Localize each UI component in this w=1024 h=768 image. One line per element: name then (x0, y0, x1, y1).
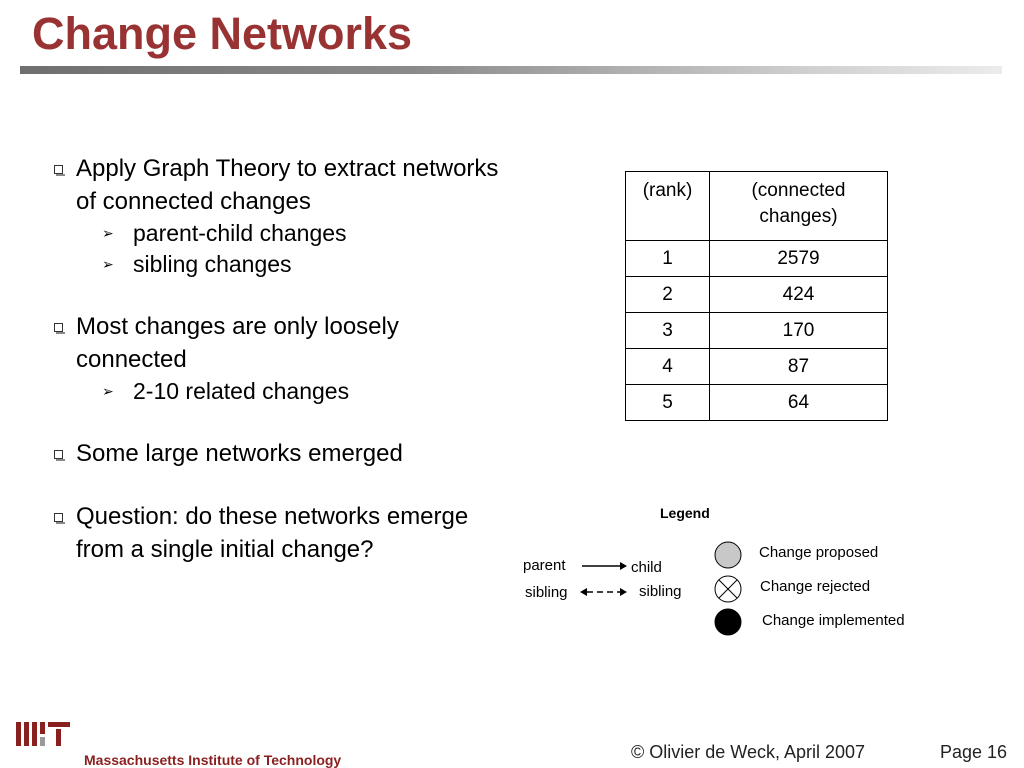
checkbox-bullet-icon (54, 450, 63, 459)
table-cell-rank: 5 (626, 385, 710, 421)
table-cell-rank: 1 (626, 241, 710, 277)
table-cell-rank: 2 (626, 277, 710, 313)
table-row (626, 313, 888, 349)
rejected-crossed-circle-icon (713, 574, 743, 604)
legend-title: Legend (660, 505, 710, 521)
table-row (626, 277, 888, 313)
table-row (626, 385, 888, 421)
sub-bullet-text: sibling changes (133, 251, 292, 277)
bullet-item (52, 152, 512, 218)
slide-title: Change Networks (32, 8, 413, 59)
table-cell-rank: 4 (626, 349, 710, 385)
table-header-connected: (connected changes) (710, 172, 888, 241)
double-arrow-dashed-icon (579, 585, 629, 599)
bullet-text: Question: do these networks emerge from a single initial change? (76, 503, 469, 563)
institution-name: Massachusetts Institute of Technology (84, 752, 342, 768)
legend-item-implemented: Change implemented (762, 612, 905, 629)
table-row (626, 349, 888, 385)
mit-logo-icon (16, 720, 72, 750)
checkbox-bullet-icon (54, 513, 63, 522)
table-header-row (626, 172, 888, 241)
table-cell-count: 87 (710, 349, 888, 385)
legend-sibling-left-label: sibling (525, 584, 568, 601)
footer-credit: © Olivier de Weck, April 2007 (631, 742, 866, 762)
arrow-bullet-icon: ➢ (102, 383, 114, 399)
page-number: Page 16 (940, 742, 1008, 762)
sub-bullet-item (52, 376, 512, 407)
bullet-text: Most changes are only loosely connected (76, 313, 399, 373)
legend-child-label: child (631, 559, 662, 576)
sub-bullet-text: parent-child changes (133, 220, 347, 246)
legend-item-proposed: Change proposed (759, 544, 879, 561)
table-cell-count: 424 (710, 277, 888, 313)
table-cell-count: 64 (710, 385, 888, 421)
arrow-bullet-icon: ➢ (102, 225, 114, 241)
table-row (626, 241, 888, 277)
table-cell-count: 2579 (710, 241, 888, 277)
table-cell-count: 170 (710, 313, 888, 349)
table-header-rank: (rank) (626, 172, 710, 241)
arrow-right-icon (580, 559, 628, 573)
arrow-bullet-icon: ➢ (102, 256, 114, 272)
legend-item-rejected: Change rejected (760, 578, 871, 595)
sub-bullet-item (52, 218, 512, 249)
implemented-filled-circle-icon (713, 607, 743, 637)
bullet-text: Apply Graph Theory to extract networks of connected changes (76, 155, 499, 215)
bullet-item (52, 437, 512, 470)
checkbox-bullet-icon (54, 323, 63, 332)
bullet-text: Some large networks emerged (76, 440, 403, 467)
checkbox-bullet-icon (54, 165, 63, 174)
sub-bullet-text: 2-10 related changes (133, 378, 350, 404)
table-cell-rank: 3 (626, 313, 710, 349)
title-underline-bar (20, 66, 1002, 74)
network-rank-table (625, 171, 888, 421)
bullet-list (52, 152, 512, 566)
legend-parent-label: parent (523, 557, 566, 574)
bullet-item (52, 500, 512, 566)
sub-bullet-item (52, 249, 512, 280)
proposed-circle-icon (713, 540, 743, 570)
legend-sibling-right-label: sibling (639, 583, 682, 600)
bullet-item (52, 310, 512, 376)
